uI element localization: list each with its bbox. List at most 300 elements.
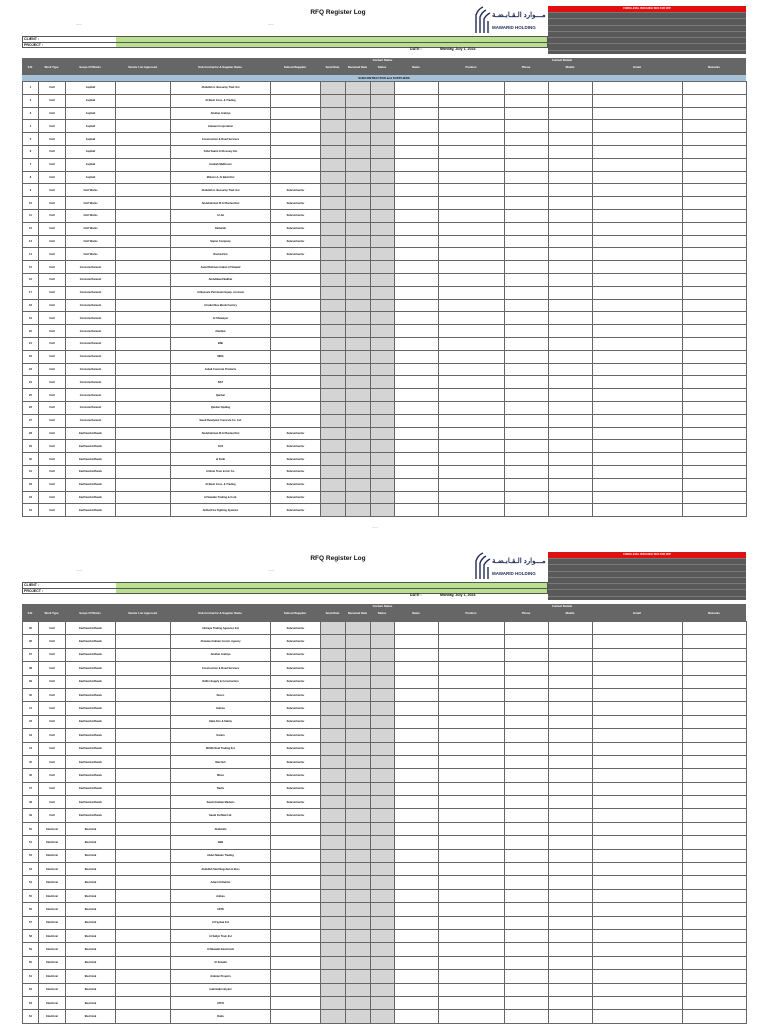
table-cell bbox=[116, 389, 171, 402]
page-2 bbox=[0, 546, 768, 1036]
empty-cell bbox=[395, 94, 439, 107]
empty-cell bbox=[439, 222, 505, 235]
table-row bbox=[23, 702, 747, 715]
table-cell: Civil bbox=[39, 755, 66, 768]
table-row bbox=[23, 755, 747, 768]
empty-cell bbox=[321, 876, 346, 889]
table-cell: Electrical bbox=[39, 836, 66, 849]
table-row bbox=[23, 197, 747, 210]
empty-cell bbox=[346, 769, 371, 782]
table-cell: Concrete/Cement bbox=[66, 376, 116, 389]
table-cell bbox=[116, 478, 171, 491]
empty-cell bbox=[346, 401, 371, 414]
empty-cell bbox=[593, 171, 683, 184]
table-cell: Al Jel bbox=[171, 209, 271, 222]
empty-cell bbox=[549, 876, 593, 889]
empty-cell bbox=[346, 376, 371, 389]
empty-cell bbox=[371, 863, 395, 876]
table-cell: 14 bbox=[23, 248, 39, 261]
empty-cell bbox=[439, 82, 505, 95]
empty-cell bbox=[439, 836, 505, 849]
table-cell: Subcontractor bbox=[271, 465, 321, 478]
empty-cell bbox=[321, 401, 346, 414]
empty-cell bbox=[371, 729, 395, 742]
empty-cell bbox=[395, 376, 439, 389]
empty-cell bbox=[371, 889, 395, 902]
empty-cell bbox=[549, 94, 593, 107]
empty-cell bbox=[593, 197, 683, 210]
table-row bbox=[23, 635, 747, 648]
client-label: CLIENT : bbox=[24, 583, 40, 587]
table-cell: Subcontractor bbox=[271, 235, 321, 248]
table-row bbox=[23, 414, 747, 427]
empty-cell bbox=[593, 809, 683, 822]
empty-cell bbox=[505, 286, 549, 299]
empty-cell bbox=[395, 809, 439, 822]
table-cell: 47 bbox=[23, 782, 39, 795]
table-cell bbox=[271, 363, 321, 376]
empty-cell bbox=[371, 401, 395, 414]
table-row bbox=[23, 478, 747, 491]
empty-cell bbox=[505, 427, 549, 440]
table-row bbox=[23, 622, 747, 635]
empty-cell bbox=[371, 956, 395, 969]
empty-cell bbox=[593, 491, 683, 504]
empty-cell bbox=[346, 662, 371, 675]
empty-cell bbox=[439, 662, 505, 675]
empty-cell bbox=[593, 261, 683, 274]
empty-cell bbox=[505, 702, 549, 715]
empty-cell bbox=[439, 197, 505, 210]
empty-cell bbox=[683, 171, 747, 184]
empty-cell bbox=[683, 465, 747, 478]
table-cell: Civil bbox=[39, 648, 66, 661]
table-cell: Civil bbox=[39, 261, 66, 274]
empty-cell bbox=[395, 171, 439, 184]
table-cell bbox=[116, 222, 171, 235]
table-row bbox=[23, 715, 747, 728]
empty-cell bbox=[505, 401, 549, 414]
empty-cell bbox=[505, 273, 549, 286]
empty-cell bbox=[683, 363, 747, 376]
empty-cell bbox=[346, 299, 371, 312]
table-cell bbox=[271, 171, 321, 184]
table-cell: Alambar bbox=[171, 325, 271, 338]
empty-cell bbox=[439, 299, 505, 312]
table-row bbox=[23, 401, 747, 414]
table-cell: Concrete/Cement bbox=[66, 325, 116, 338]
table-cell: Civil bbox=[39, 414, 66, 427]
table-cell: Civil bbox=[39, 389, 66, 402]
empty-cell bbox=[549, 648, 593, 661]
table-cell: Al Bassam Petroleum Equip. concrete bbox=[171, 286, 271, 299]
empty-cell bbox=[549, 158, 593, 171]
empty-cell bbox=[321, 688, 346, 701]
empty-cell bbox=[371, 702, 395, 715]
table-cell: Hazbah Malhtoom bbox=[171, 158, 271, 171]
table-cell bbox=[116, 248, 171, 261]
empty-cell bbox=[321, 286, 346, 299]
empty-cell bbox=[321, 836, 346, 849]
col-work-type: Work Type bbox=[44, 611, 59, 615]
table-row bbox=[23, 956, 747, 969]
table-cell: Civil bbox=[39, 440, 66, 453]
table-cell: 33 bbox=[23, 491, 39, 504]
empty-cell bbox=[439, 504, 505, 517]
empty-cell bbox=[395, 120, 439, 133]
table-cell: Electrical bbox=[39, 903, 66, 916]
empty-cell bbox=[439, 769, 505, 782]
table-cell bbox=[116, 82, 171, 95]
empty-cell bbox=[346, 94, 371, 107]
table-cell: Asphalt bbox=[66, 82, 116, 95]
table-cell: 30 bbox=[23, 453, 39, 466]
table-cell bbox=[116, 209, 171, 222]
empty-cell bbox=[439, 622, 505, 635]
empty-cell bbox=[321, 350, 346, 363]
empty-cell bbox=[395, 769, 439, 782]
empty-cell bbox=[321, 261, 346, 274]
empty-cell bbox=[593, 389, 683, 402]
table-cell bbox=[116, 755, 171, 768]
empty-cell bbox=[346, 836, 371, 849]
empty-cell bbox=[593, 849, 683, 862]
table-cell: Daffer Supply & Construction bbox=[171, 675, 271, 688]
empty-cell bbox=[549, 235, 593, 248]
table-cell: Earthworks/Roads bbox=[66, 755, 116, 768]
table-row bbox=[23, 389, 747, 402]
empty-cell bbox=[593, 863, 683, 876]
empty-cell bbox=[371, 299, 395, 312]
table-cell: Civil Works bbox=[66, 197, 116, 210]
col-remarks: Remarks bbox=[708, 65, 720, 69]
empty-cell bbox=[321, 970, 346, 983]
empty-cell bbox=[549, 809, 593, 822]
empty-cell bbox=[593, 478, 683, 491]
empty-cell bbox=[593, 133, 683, 146]
empty-cell bbox=[439, 171, 505, 184]
table-row bbox=[23, 889, 747, 902]
empty-cell bbox=[593, 94, 683, 107]
empty-cell bbox=[395, 235, 439, 248]
empty-cell bbox=[683, 983, 747, 996]
table-cell: Aldhal Fire Fighting Systems bbox=[171, 504, 271, 517]
table-cell: Civil bbox=[39, 702, 66, 715]
table-cell: Nadis bbox=[171, 782, 271, 795]
col-status: Status bbox=[377, 65, 387, 69]
empty-cell bbox=[346, 782, 371, 795]
table-cell: Electrical bbox=[66, 876, 116, 889]
table-cell bbox=[271, 876, 321, 889]
table-cell bbox=[116, 889, 171, 902]
empty-cell bbox=[395, 401, 439, 414]
table-row bbox=[23, 107, 747, 120]
empty-cell bbox=[505, 715, 549, 728]
empty-cell bbox=[549, 769, 593, 782]
table-cell bbox=[116, 133, 171, 146]
empty-cell bbox=[439, 184, 505, 197]
table-row bbox=[23, 729, 747, 742]
empty-cell bbox=[505, 863, 549, 876]
empty-cell bbox=[321, 702, 346, 715]
date-label: DATE : bbox=[410, 47, 422, 51]
empty-cell bbox=[549, 184, 593, 197]
empty-cell bbox=[321, 312, 346, 325]
empty-cell bbox=[593, 273, 683, 286]
empty-cell bbox=[593, 299, 683, 312]
table-cell bbox=[116, 648, 171, 661]
table-row bbox=[23, 299, 747, 312]
empty-cell bbox=[395, 440, 439, 453]
empty-cell bbox=[321, 337, 346, 350]
empty-cell bbox=[395, 903, 439, 916]
empty-cell bbox=[549, 702, 593, 715]
table-row bbox=[23, 158, 747, 171]
table-cell bbox=[116, 184, 171, 197]
empty-cell bbox=[321, 478, 346, 491]
empty-cell bbox=[371, 929, 395, 942]
empty-cell bbox=[395, 876, 439, 889]
empty-cell bbox=[321, 453, 346, 466]
table-cell: 60 bbox=[23, 956, 39, 969]
empty-cell bbox=[321, 376, 346, 389]
table-cell: 6 bbox=[23, 145, 39, 158]
empty-cell bbox=[593, 675, 683, 688]
table-cell: Civil bbox=[39, 635, 66, 648]
table-cell: 57 bbox=[23, 916, 39, 929]
table-cell: Al Sallyn Trad. Est bbox=[171, 929, 271, 942]
table-cell: Saudi Fal Mad Ltd. bbox=[171, 809, 271, 822]
empty-cell bbox=[549, 996, 593, 1009]
table-cell: Electrical bbox=[66, 970, 116, 983]
empty-cell bbox=[346, 427, 371, 440]
column-header bbox=[22, 604, 746, 621]
empty-cell bbox=[371, 688, 395, 701]
empty-cell bbox=[549, 796, 593, 809]
empty-cell bbox=[593, 107, 683, 120]
table-cell: Civil bbox=[39, 299, 66, 312]
empty-cell bbox=[505, 662, 549, 675]
table-row bbox=[23, 82, 747, 95]
empty-cell bbox=[371, 273, 395, 286]
table-cell: Civil bbox=[39, 478, 66, 491]
empty-cell bbox=[321, 94, 346, 107]
table-cell: Datta bbox=[171, 1010, 271, 1023]
table-cell: 25 bbox=[23, 389, 39, 402]
col-sn: S.N bbox=[27, 611, 33, 615]
table-cell: al Farki bbox=[171, 453, 271, 466]
empty-cell bbox=[593, 622, 683, 635]
table-cell bbox=[116, 970, 171, 983]
empty-cell bbox=[683, 401, 747, 414]
table-cell: Civil bbox=[39, 662, 66, 675]
empty-cell bbox=[346, 742, 371, 755]
table-cell bbox=[116, 465, 171, 478]
empty-cell bbox=[371, 715, 395, 728]
empty-cell bbox=[549, 929, 593, 942]
table-cell bbox=[271, 943, 321, 956]
empty-cell bbox=[346, 312, 371, 325]
empty-cell bbox=[439, 916, 505, 929]
empty-cell bbox=[549, 729, 593, 742]
empty-cell bbox=[371, 171, 395, 184]
table-cell: Civil bbox=[39, 729, 66, 742]
empty-cell bbox=[549, 363, 593, 376]
table-cell: Concrete/Cement bbox=[66, 273, 116, 286]
table-cell bbox=[116, 286, 171, 299]
table-cell: Subcontractor bbox=[271, 755, 321, 768]
empty-cell bbox=[683, 82, 747, 95]
empty-cell bbox=[593, 1010, 683, 1023]
table-row bbox=[23, 440, 747, 453]
empty-cell bbox=[505, 903, 549, 916]
logo-mark-icon bbox=[474, 5, 492, 35]
table-cell: Earthworks/Roads bbox=[66, 465, 116, 478]
table-cell: Civil Works bbox=[66, 209, 116, 222]
col-send-date: Send Date bbox=[325, 65, 340, 69]
table-cell bbox=[116, 504, 171, 517]
empty-cell bbox=[593, 903, 683, 916]
empty-cell bbox=[371, 943, 395, 956]
empty-cell bbox=[321, 82, 346, 95]
table-cell: Civil bbox=[39, 235, 66, 248]
empty-cell bbox=[346, 325, 371, 338]
table-cell bbox=[271, 82, 321, 95]
empty-cell bbox=[346, 273, 371, 286]
table-cell: Adael Al Elektsz bbox=[171, 876, 271, 889]
table-cell: 2 bbox=[23, 94, 39, 107]
table-cell: Earthworks/Roads bbox=[66, 453, 116, 466]
empty-cell bbox=[346, 337, 371, 350]
table-cell: Admas bbox=[171, 889, 271, 902]
table-cell bbox=[116, 171, 171, 184]
table-cell bbox=[271, 836, 321, 849]
table-cell: Electrical bbox=[39, 956, 66, 969]
empty-cell bbox=[346, 729, 371, 742]
empty-cell bbox=[321, 414, 346, 427]
dash-mark: —— bbox=[268, 568, 274, 572]
empty-cell bbox=[549, 970, 593, 983]
empty-cell bbox=[395, 622, 439, 635]
empty-cell bbox=[593, 822, 683, 835]
date-value: Monday, July 1, 2024 bbox=[440, 593, 476, 597]
empty-cell bbox=[593, 635, 683, 648]
empty-cell bbox=[321, 943, 346, 956]
empty-cell bbox=[439, 796, 505, 809]
empty-cell bbox=[321, 222, 346, 235]
empty-cell bbox=[439, 688, 505, 701]
empty-cell bbox=[683, 943, 747, 956]
table-cell: Civil bbox=[39, 209, 66, 222]
table-cell bbox=[116, 809, 171, 822]
empty-cell bbox=[346, 120, 371, 133]
table-cell bbox=[271, 414, 321, 427]
issuance-box bbox=[548, 6, 746, 54]
table-cell: Subcontractor bbox=[271, 662, 321, 675]
table-cell: Abdulrafe bbox=[171, 822, 271, 835]
empty-cell bbox=[371, 970, 395, 983]
register-table bbox=[22, 81, 747, 517]
empty-cell bbox=[683, 809, 747, 822]
table-cell: Asphalt bbox=[66, 120, 116, 133]
empty-cell bbox=[371, 849, 395, 862]
empty-cell bbox=[505, 822, 549, 835]
empty-cell bbox=[549, 863, 593, 876]
empty-cell bbox=[321, 863, 346, 876]
table-cell bbox=[116, 414, 171, 427]
table-cell: 63 bbox=[23, 996, 39, 1009]
table-cell: 62 bbox=[23, 983, 39, 996]
empty-cell bbox=[549, 622, 593, 635]
empty-cell bbox=[439, 261, 505, 274]
empty-cell bbox=[549, 107, 593, 120]
page-title: RFQ Register Log bbox=[310, 555, 366, 562]
empty-cell bbox=[683, 782, 747, 795]
col-position: Position bbox=[465, 611, 477, 615]
empty-cell bbox=[505, 235, 549, 248]
logo-english-text: MAWARID HOLDING bbox=[492, 571, 536, 576]
empty-cell bbox=[683, 312, 747, 325]
table-cell: 1 bbox=[23, 82, 39, 95]
table-cell: Electrical bbox=[39, 849, 66, 862]
table-cell: Subcontractor bbox=[271, 729, 321, 742]
empty-cell bbox=[395, 107, 439, 120]
empty-cell bbox=[439, 755, 505, 768]
table-cell: Subcontractor bbox=[271, 675, 321, 688]
logo-arabic-text: مـــوارد الـقـابـضـة bbox=[492, 12, 546, 19]
table-cell: Civil bbox=[39, 171, 66, 184]
empty-cell bbox=[371, 427, 395, 440]
empty-cell bbox=[346, 222, 371, 235]
table-cell: 36 bbox=[23, 635, 39, 648]
empty-cell bbox=[549, 983, 593, 996]
empty-cell bbox=[346, 465, 371, 478]
table-cell: ACS bbox=[171, 440, 271, 453]
empty-cell bbox=[593, 729, 683, 742]
table-cell: 58 bbox=[23, 929, 39, 942]
empty-cell bbox=[371, 337, 395, 350]
empty-cell bbox=[593, 796, 683, 809]
table-cell: ATCO bbox=[171, 996, 271, 1009]
table-cell: Civil bbox=[39, 350, 66, 363]
table-cell: 31 bbox=[23, 465, 39, 478]
table-cell: Mihfib Real Trading Est bbox=[171, 742, 271, 755]
table-cell: Electrical bbox=[66, 863, 116, 876]
table-row bbox=[23, 769, 747, 782]
empty-cell bbox=[439, 414, 505, 427]
empty-cell bbox=[346, 184, 371, 197]
table-row bbox=[23, 1010, 747, 1023]
empty-cell bbox=[549, 635, 593, 648]
empty-cell bbox=[371, 504, 395, 517]
table-cell: Subcontractor bbox=[271, 248, 321, 261]
table-cell bbox=[116, 983, 171, 996]
table-cell: Civil bbox=[39, 286, 66, 299]
empty-cell bbox=[439, 337, 505, 350]
table-cell: 32 bbox=[23, 478, 39, 491]
empty-cell bbox=[505, 782, 549, 795]
table-cell: Al Shawayer bbox=[171, 312, 271, 325]
table-cell: 21 bbox=[23, 337, 39, 350]
page-break-mark: —— bbox=[372, 525, 378, 529]
empty-cell bbox=[593, 427, 683, 440]
empty-cell bbox=[505, 389, 549, 402]
table-cell: 9 bbox=[23, 184, 39, 197]
table-cell: Civil bbox=[39, 427, 66, 440]
table-row bbox=[23, 465, 747, 478]
empty-cell bbox=[549, 662, 593, 675]
empty-cell bbox=[395, 273, 439, 286]
